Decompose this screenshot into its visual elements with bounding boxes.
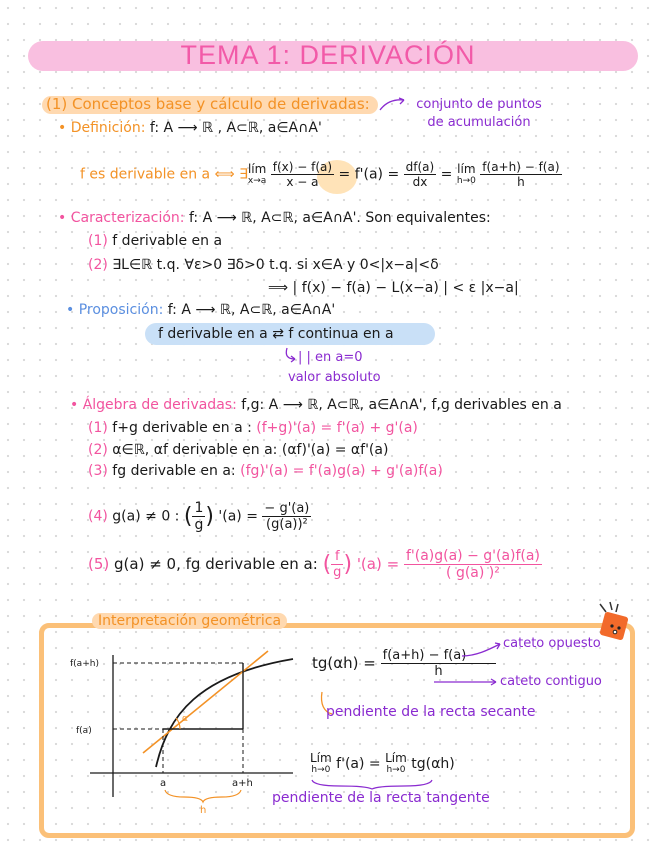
y-label-fah: f(a+h)	[70, 659, 99, 669]
caracterizacion-row	[58, 210, 491, 226]
caracterizacion-item-2-cont: ⟹ | f(x) − f(a) − L(x−a) | < ε |x−a|	[268, 280, 519, 296]
geometry-title: Interpretación geométrica	[92, 613, 287, 629]
tangent-formula: tg(αh) = $\frac{f(a+h) - f(a)}{h}$	[312, 648, 496, 679]
y-label-fa: f(a)	[76, 726, 92, 736]
h-quotient: $\frac{f(a+h) - f(a)}{h}$	[482, 160, 560, 189]
proposicion-row	[66, 302, 335, 318]
abs-value-note-2: valor absoluto	[288, 370, 381, 385]
proposicion-text: f: A ⟶ ℝ, A⊂ℝ, a∈A∩A'	[167, 302, 336, 318]
algebra-row	[70, 397, 562, 413]
x-label-ah: a+h	[232, 778, 253, 789]
algebra-rule-5: (5) g(a) ≠ 0, fg derivable en a: ( $\frac{f}{g}$ ) '(a) = $\frac{f'(a)g(a) - g'(a)f(a)}{\text{( g(a) )²}}$	[88, 548, 540, 581]
caracterizacion-item-2: (2) ∃L∈ℝ t.q. ∀ε>0 ∃δ>0 t.q. si x∈A y 0<|x−a|<δ	[88, 257, 439, 273]
proposicion-statement: f derivable en a ⇄ f continua en a	[158, 326, 394, 342]
derivative-definition	[80, 160, 562, 189]
caracterizacion-text: f: A ⟶ ℝ, A⊂ℝ, a∈A∩A'. Son equivalentes:	[188, 210, 491, 226]
secant-graph	[68, 645, 300, 815]
algebra-rule-2: (2) α∈ℝ, αf derivable en a: (αf)'(a) = αf'(a)	[88, 442, 389, 458]
cateto-opuesto: cateto opuesto	[503, 636, 601, 651]
section-heading: (1) Conceptos base y cálculo de derivadas:	[46, 95, 370, 113]
eq-sign: =	[387, 166, 400, 183]
definicion-label: • Definición:	[58, 120, 146, 136]
abs-value-note-1: | | en a=0	[298, 350, 363, 365]
difference-quotient: $\frac{f(x) - f(a)}{x - a}$	[272, 160, 333, 189]
algebra-text: f,g: A ⟶ ℝ, A⊂ℝ, a∈A∩A', f,g derivables en a	[241, 397, 562, 413]
algebra-label: • Álgebra de derivadas:	[70, 397, 237, 413]
function-curve	[156, 659, 293, 767]
tangente-label: pendiente de la recta tangente	[272, 790, 490, 806]
annotation-arrow	[378, 96, 406, 114]
x-label-a: a	[160, 778, 167, 789]
caracterizacion-item-1: (1) f derivable en a	[88, 233, 223, 249]
limit-2: lím h→0	[456, 161, 476, 186]
tangent-limit: Lím h→0 f'(a) = Lím h→0 tg(αh)	[310, 751, 455, 775]
brace-label: h	[200, 805, 207, 815]
fprime-a: f'(a)	[354, 166, 384, 183]
opuesto-arrow	[460, 640, 504, 660]
definicion-row	[58, 120, 322, 136]
note-arrow	[283, 347, 297, 363]
eq-sign: =	[440, 166, 453, 183]
secante-label: pendiente de la recta secante	[326, 704, 536, 720]
proposicion-label: • Proposición:	[66, 302, 164, 318]
secant-line	[143, 651, 268, 753]
deriv-prefix: f es derivable en a ⟺ ∃	[80, 166, 248, 183]
page-title: TEMA 1: DERIVACIÓN	[180, 40, 476, 70]
eq-sign: =	[338, 166, 351, 183]
h-brace	[165, 790, 241, 802]
accumulation-note: conjunto de puntos de acumulación	[416, 97, 542, 130]
angle-label: α	[182, 714, 188, 724]
algebra-rule-1: (1) f+g derivable en a : (f+g)'(a) = f'(a) + g'(a)	[88, 420, 418, 436]
definicion-text: f: A ⟶ ℝ , A⊂ℝ, a∈A∩A'	[149, 120, 322, 136]
tangent-underbrace	[310, 778, 450, 790]
algebra-rule-4: (4) g(a) ≠ 0 : ( $\frac{1}{g}$ ) '(a) = $\frac{- g'(a)}{\text{(g(a))²}}$	[88, 500, 310, 533]
limit-1: lím x→a	[247, 161, 267, 186]
caracterizacion-label: • Caracterización:	[58, 210, 185, 226]
leibniz-notation: $\frac{df(a)}{dx}$	[405, 160, 435, 189]
algebra-rule-3: (3) fg derivable en a: (fg)'(a) = f'(a)g(a) + g'(a)f(a)	[88, 463, 443, 479]
cateto-contiguo: cateto contiguo	[500, 674, 602, 689]
contiguo-arrow	[432, 677, 500, 687]
